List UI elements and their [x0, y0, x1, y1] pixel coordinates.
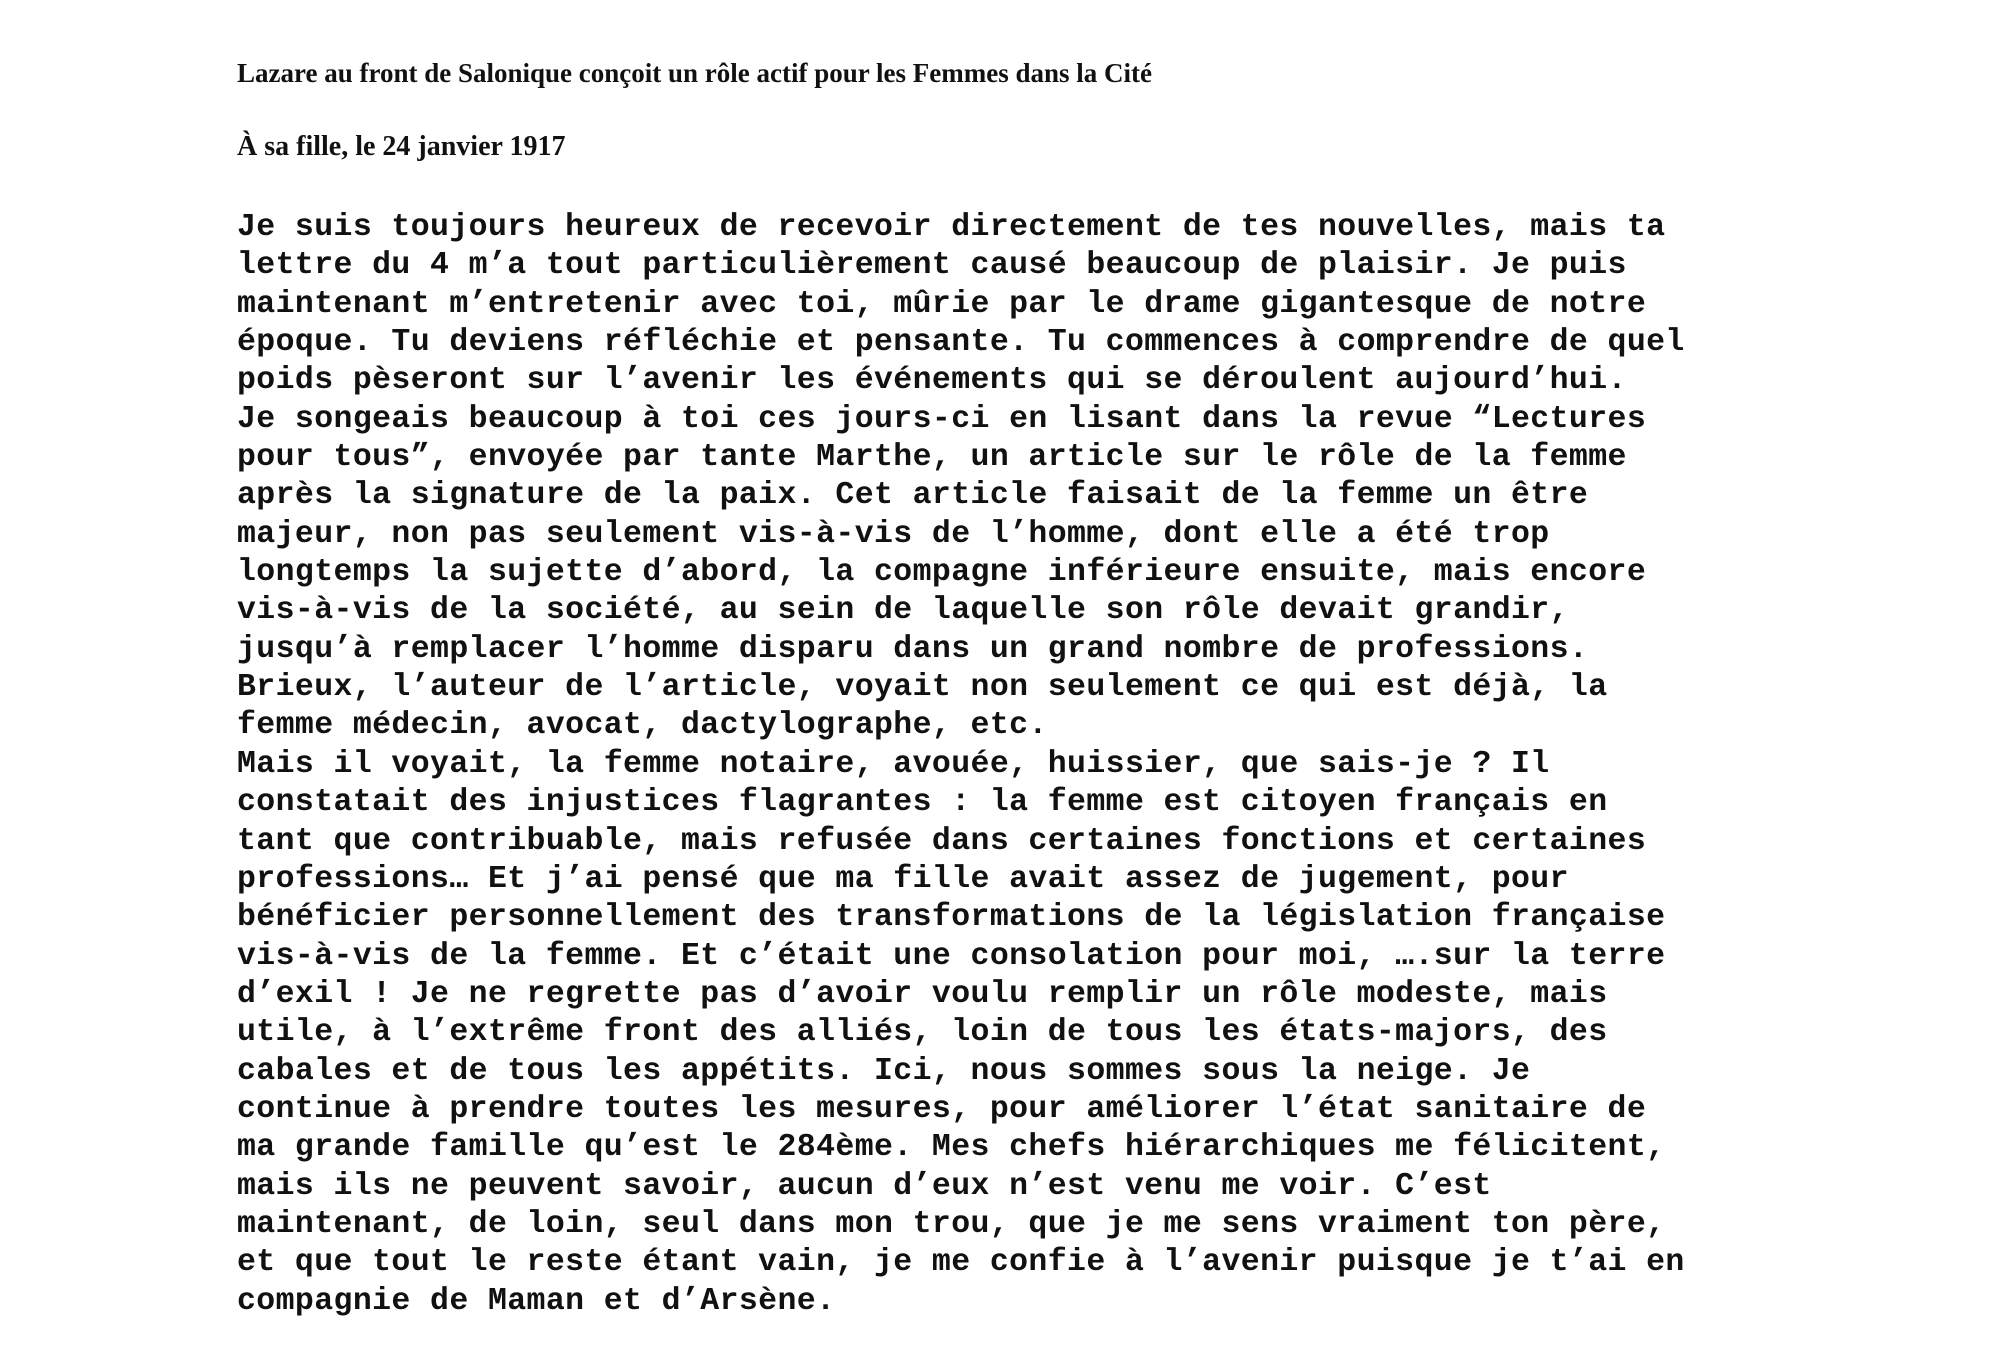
- letter-line: Mais il voyait, la femme notaire, avouée, huissier, que sais-je ? Il: [237, 746, 1550, 782]
- letter-line: poids pèseront sur l’avenir les événements qui se déroulent aujourd’hui.: [237, 363, 1627, 399]
- letter-line: d’exil ! Je ne regrette pas d’avoir voulu remplir un rôle modeste, mais: [237, 976, 1608, 1012]
- letter-line: vis-à-vis de la femme. Et c’était une consolation pour moi, ….sur la terre: [237, 938, 1666, 974]
- letter-line: et que tout le reste étant vain, je me confie à l’avenir puisque je t’ai en: [237, 1245, 1685, 1281]
- letter-line: après la signature de la paix. Cet article faisait de la femme un être: [237, 478, 1589, 514]
- letter-line: bénéficier personnellement des transformations de la législation française: [237, 900, 1666, 936]
- letter-dateline: À sa fille, le 24 janvier 1917: [237, 131, 566, 162]
- letter-line: femme médecin, avocat, dactylographe, etc.: [237, 708, 1048, 744]
- letter-line: maintenant, de loin, seul dans mon trou, que je me sens vraiment ton père,: [237, 1206, 1666, 1242]
- letter-line: majeur, non pas seulement vis-à-vis de l’homme, dont elle a été trop: [237, 516, 1550, 552]
- letter-line: Brieux, l’auteur de l’article, voyait non seulement ce qui est déjà, la: [237, 670, 1608, 706]
- letter-line: continue à prendre toutes les mesures, pour améliorer l’état sanitaire de: [237, 1091, 1647, 1127]
- letter-body: [237, 209, 1685, 1321]
- document-title: Lazare au front de Salonique conçoit un rôle actif pour les Femmes dans la Cité: [237, 58, 1152, 88]
- letter-line: jusqu’à remplacer l’homme disparu dans un grand nombre de professions.: [237, 631, 1589, 667]
- letter-line: tant que contribuable, mais refusée dans certaines fonctions et certaines: [237, 823, 1647, 859]
- letter-line: mais ils ne peuvent savoir, aucun d’eux n’est venu me voir. C’est: [237, 1168, 1492, 1204]
- letter-line: époque. Tu deviens réfléchie et pensante. Tu commences à comprendre de quel: [237, 325, 1685, 361]
- letter-line: vis-à-vis de la société, au sein de laquelle son rôle devait grandir,: [237, 593, 1569, 629]
- letter-line: Je songeais beaucoup à toi ces jours-ci en lisant dans la revue “Lectures: [237, 401, 1647, 437]
- letter-line: ma grande famille qu’est le 284ème. Mes chefs hiérarchiques me félicitent,: [237, 1130, 1666, 1166]
- letter-line: Je suis toujours heureux de recevoir directement de tes nouvelles, mais ta: [237, 210, 1666, 245]
- letter-line: professions… Et j’ai pensé que ma fille avait assez de jugement, pour: [237, 861, 1569, 897]
- letter-line: pour tous”, envoyée par tante Marthe, un article sur le rôle de la femme: [237, 440, 1627, 476]
- letter-line: constatait des injustices flagrantes : la femme est citoyen français en: [237, 785, 1608, 821]
- letter-line: compagnie de Maman et d’Arsène.: [237, 1283, 836, 1319]
- letter-line: longtemps la sujette d’abord, la compagne inférieure ensuite, mais encore: [237, 555, 1647, 591]
- letter-line: maintenant m’entretenir avec toi, mûrie par le drame gigantesque de notre: [237, 286, 1647, 322]
- letter-line: lettre du 4 m’a tout particulièrement causé beaucoup de plaisir. Je puis: [237, 248, 1627, 284]
- letter-line: utile, à l’extrême front des alliés, loin de tous les états-majors, des: [237, 1015, 1608, 1051]
- letter-line: cabales et de tous les appétits. Ici, nous sommes sous la neige. Je: [237, 1053, 1531, 1089]
